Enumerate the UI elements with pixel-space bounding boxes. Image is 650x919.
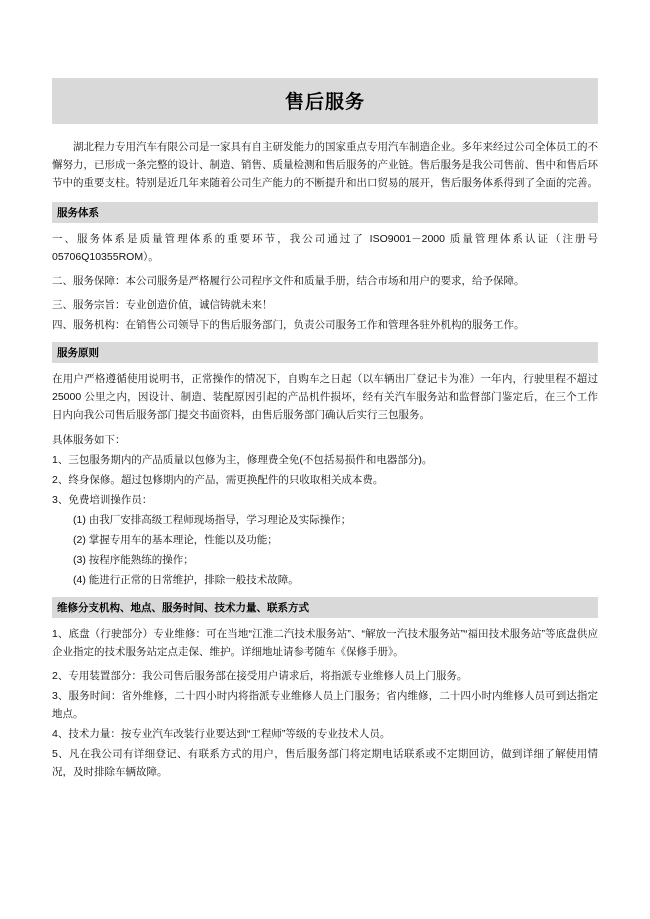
service-network-item-2: 2、专用装置部分：我公司售后服务部在接受用户请求后，将指派专业维修人员上门服务。 [52, 669, 468, 682]
intro-paragraph: 湖北程力专用汽车有限公司是一家具有自主研发能力的国家重点专用汽车制造企业。多年来经过公司全体员工的不懈努力，已形成一条完整的设计、制造、销售、质量检测和售后服务的产业链。售后服务是我公司售前、售中和售后环节中的重要支柱。特别是近几年来随着公司生产能力的不断提升和出口贸易的展开，售后服务体系得到了全面的完善。 [52, 141, 598, 190]
page-title: 售后服务 [284, 92, 365, 113]
service-network-item-1: 1、底盘（行驶部分）专业维修：可在当地“江淮二汽技术服务站”、“解放一汽技术服务站”“福田技术服务站”等底盘供应企业指定的技术服务站定点走保、维护。详细地址请参考随车《保修手册》。 [52, 627, 598, 658]
service-system-line-3: 三、服务宗旨：专业创造价值，诚信铸就未来！ [52, 299, 273, 312]
document-title-bar [52, 78, 598, 124]
service-system-line-4: 四、服务机构：在销售公司领导下的售后服务部门，负责公司服务工作和管理各驻外机构的服务工作。 [52, 319, 525, 332]
service-principles-lead: 具体服务如下： [52, 433, 126, 446]
service-system-line-2: 二、服务保障：本公司服务是严格履行公司程序文件和质量手册，结合市场和用户的要求，给予保障。 [52, 275, 525, 288]
service-network-item-4: 4、技术力量：按专业汽车改装行业要达到“工程师”等级的专业技术人员。 [52, 728, 391, 741]
section-heading-service-network: 维修分支机构、地点、服务时间、技术力量、联系方式 [52, 597, 598, 618]
section-heading-service-system: 服务体系 [52, 202, 598, 223]
service-principles-subitem-1: (1) 由我厂安排高级工程师现场指导，学习理论及实际操作； [73, 513, 352, 526]
service-principles-subitem-4: (4) 能进行正常的日常维护，排除一般技术故障。 [73, 573, 299, 586]
service-network-item-3: 3、服务时间：省外维修，二十四小时内将指派专业维修人员上门服务；省内维修，二十四小时内维修人员可到达指定地点。 [52, 690, 598, 721]
service-principles-item-2: 2、终身保修。超过包修期内的产品，需更换配件的只收取相关成本费。 [52, 473, 384, 486]
service-system-line-1: 一、服务体系是质量管理体系的重要环节，我公司通过了 ISO9001－2000 质量管理体系认证（注册号 05706Q10355ROM）。 [52, 233, 598, 264]
service-principles-subitem-3: (3) 按程序能熟练的操作； [73, 553, 194, 566]
service-principles-subitem-2: (2) 掌握专用车的基本理论，性能以及功能； [73, 533, 278, 546]
section-heading-service-principles: 服务原则 [52, 342, 598, 363]
service-network-item-5: 5、凡在我公司有详细登记、有联系方式的用户，售后服务部门将定期电话联系或不定期回访，做到详细了解使用情况，及时排除车辆故障。 [52, 748, 598, 779]
service-principles-item-3: 3、免费培训操作员： [52, 493, 153, 506]
service-principles-paragraph: 在用户严格遵循使用说明书，正常操作的情况下，自购车之日起（以车辆出厂登记卡为准）一年内，行驶里程不超过 25000 公里之内，因设计、制造、装配原因引起的产品机件损坏，经有关汽车服务站和监督部门鉴定后，在三个工作日内向我公司售后服务部门提交书面资料，由售后服务部门确认后实行三包服务。 [52, 373, 598, 422]
service-principles-item-1: 1、三包服务期内的产品质量以包修为主，修理费全免(不包括易损件和电器部分)。 [52, 453, 433, 466]
